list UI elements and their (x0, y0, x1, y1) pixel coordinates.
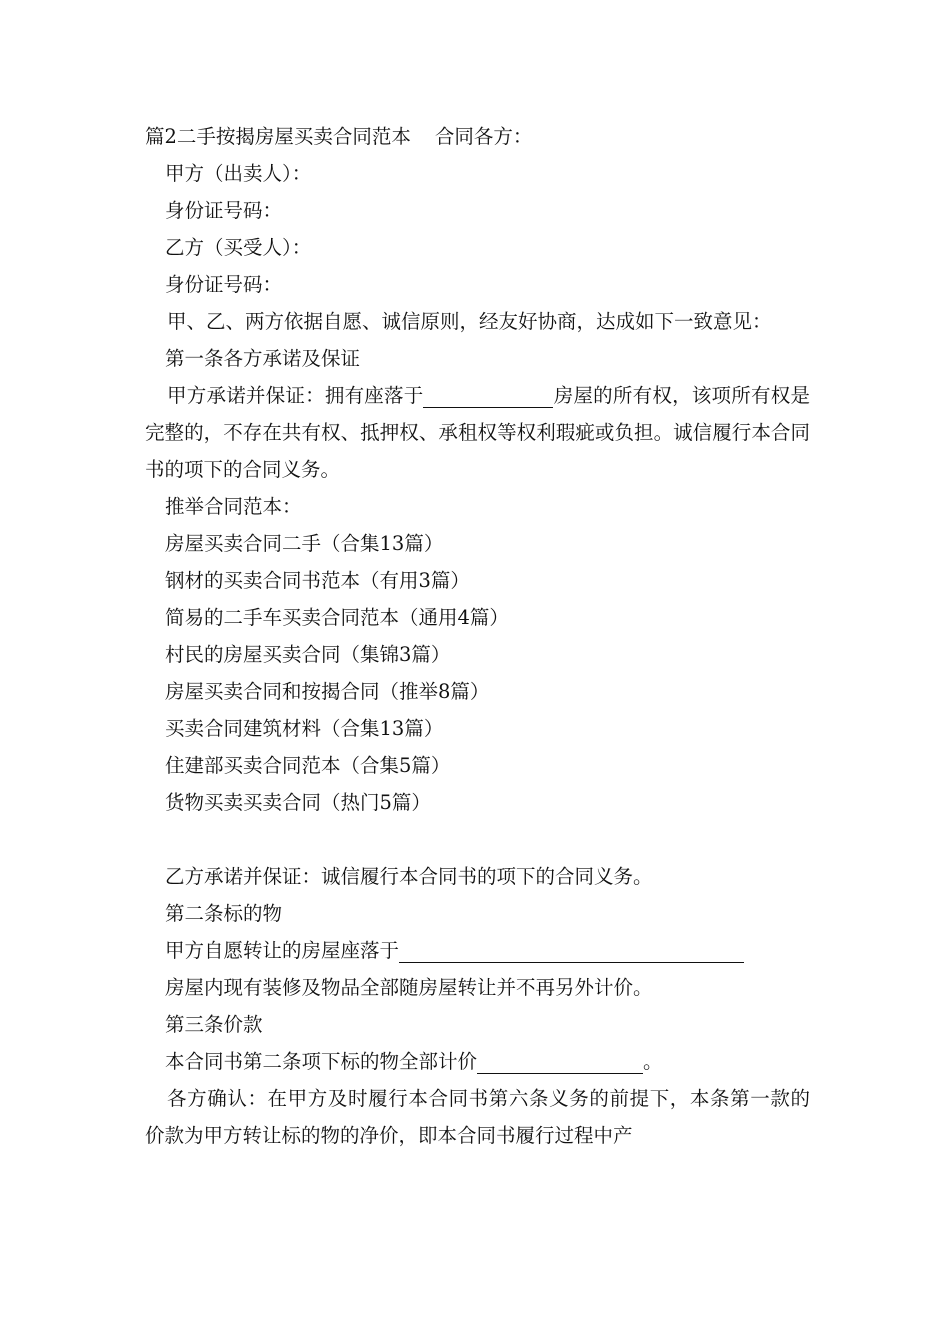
price-blank (477, 1051, 643, 1074)
party-a-promise-paragraph (145, 377, 810, 488)
parties-label: 合同各方： (434, 125, 533, 148)
recommend-item[interactable]: 住建部买卖合同范本（合集5篇） (165, 754, 451, 777)
party-b-id-line: 身份证号码： (165, 273, 283, 296)
party-b-line: 乙方（买受人）： (165, 236, 312, 259)
party-a-promise-post: 房屋的所有权，该项所有权是完整的，不存在共有权、抵押权、承租权等权利瑕疵或负担。诚信履行本合同书的项下的合同义务。 (145, 384, 810, 481)
article3-price-end: 。 (643, 1050, 663, 1073)
article2-furnishing-line: 房屋内现有装修及物品全部随房屋转让并不再另外计价。 (165, 976, 653, 999)
recommend-item[interactable]: 简易的二手车买卖合同范本（通用4篇） (165, 606, 509, 629)
recommend-list (145, 525, 810, 821)
article1-title: 第一条各方承诺及保证 (165, 347, 361, 370)
party-a-promise-pre: 甲方承诺并保证：拥有座落于 (167, 384, 424, 407)
article3-confirm-paragraph: 各方确认：在甲方及时履行本合同书第六条义务的前提下，本条第一款的价款为甲方转让标的物的净价，即本合同书履行过程中产 (145, 1087, 810, 1147)
article3-title: 第三条价款 (165, 1013, 263, 1036)
article2-location-label: 甲方自愿转让的房屋座落于 (165, 939, 400, 962)
article3-price-line (145, 1043, 810, 1080)
recommend-label: 推举合同范本： (165, 495, 302, 518)
party-b-promise-line: 乙方承诺并保证：诚信履行本合同书的项下的合同义务。 (165, 865, 653, 888)
recommend-item[interactable]: 买卖合同建筑材料（合集13篇） (165, 717, 444, 740)
article2-location-line (145, 932, 810, 969)
party-a-id-line: 身份证号码： (165, 199, 283, 222)
recommend-item[interactable]: 房屋买卖合同和按揭合同（推举8篇） (165, 680, 490, 703)
recommend-item[interactable]: 房屋买卖合同二手（合集13篇） (165, 532, 444, 555)
recommend-item[interactable]: 货物买卖买卖合同（热门5篇） (165, 791, 431, 814)
party-a-line: 甲方（出卖人）： (165, 162, 312, 185)
property-location-blank (423, 385, 553, 408)
article2-title: 第二条标的物 (165, 902, 283, 925)
recommend-item[interactable]: 钢材的买卖合同书范本（有用3篇） (165, 569, 470, 592)
title-line (145, 118, 810, 155)
article3-price-label: 本合同书第二条项下标的物全部计价 (165, 1050, 478, 1073)
recommend-item[interactable]: 村民的房屋买卖合同（集锦3篇） (165, 643, 451, 666)
blank-line (145, 821, 810, 858)
intro-paragraph: 甲、乙、两方依据自愿、诚信原则，经友好协商，达成如下一致意见： (167, 310, 772, 333)
document-title: 篇2二手按揭房屋买卖合同范本 (145, 125, 411, 148)
document-body (145, 118, 810, 1154)
transfer-location-blank (399, 940, 744, 963)
